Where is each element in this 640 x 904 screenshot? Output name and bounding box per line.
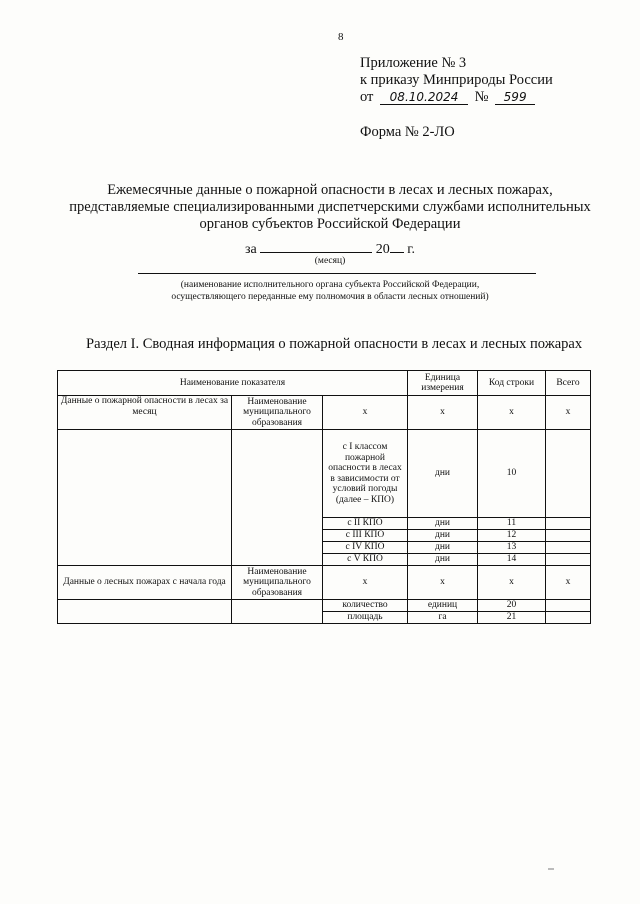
title-line1: Ежемесячные данные о пожарной опасности в лесах и лесных пожарах, [107,182,553,198]
page-number: 8 [338,31,344,43]
kpo-code: 11 [478,518,546,530]
report-table [57,370,591,624]
appendix-block [360,55,553,106]
appendix-line2: к приказу Минприроды России [360,72,553,88]
fire-unit: га [408,611,478,623]
header-row-code: Код строки [478,371,546,396]
document-title [60,182,600,233]
empty-cell [546,542,591,554]
year-suffix: г. [407,242,415,257]
empty-cell [546,430,591,518]
block2-label: Данные о лесных пожарах с начала года [58,566,232,600]
scan-artifact [548,868,554,870]
cell-x: х [408,566,478,600]
block1-municipality: Наименование муниципального образования [232,396,323,430]
kpo-name: с III КПО [323,530,408,542]
kpo-code: 10 [478,430,546,518]
org-name-line [138,273,536,274]
number-prefix: № [474,89,489,105]
empty-cell [546,530,591,542]
org-caption-line2: осуществляющего переданные ему полномочия в области лесных отношений) [171,292,489,302]
kpo-unit: дни [408,518,478,530]
header-unit: Единица измерения [408,371,478,396]
header-total: Всего [546,371,591,396]
fire-name: площадь [323,611,408,623]
org-caption [60,279,600,303]
empty-cell [232,430,323,566]
table-row [58,566,591,600]
handwritten-number: 599 [495,90,535,105]
block2-municipality: Наименование муниципального образования [232,566,323,600]
kpo-code: 12 [478,530,546,542]
kpo-unit: дни [408,542,478,554]
year-blank [390,240,404,253]
kpo-name: с II КПО [323,518,408,530]
empty-cell [232,600,323,624]
month-blank [260,240,372,253]
table-header-row [58,371,591,396]
appendix-date-line [360,89,553,106]
period-prefix: за [245,242,257,257]
cell-x: х [408,396,478,430]
form-number: Форма № 2-ЛО [360,124,455,140]
appendix-line1: Приложение № 3 [360,55,467,71]
kpo-unit: дни [408,530,478,542]
kpo-unit: дни [408,430,478,518]
handwritten-date: 08.10.2024 [380,90,468,105]
empty-cell [546,600,591,612]
cell-x: х [478,566,546,600]
header-indicator: Наименование показателя [58,371,408,396]
empty-cell [546,554,591,566]
empty-cell [58,600,232,624]
fire-code: 21 [478,611,546,623]
fire-code: 20 [478,600,546,612]
cell-x: х [323,566,408,600]
cell-x: х [478,396,546,430]
table-row [58,600,591,612]
fire-unit: единиц [408,600,478,612]
org-caption-line1: (наименование исполнительного органа субъекта Российской Федерации, [180,280,480,290]
kpo-unit: дни [408,554,478,566]
kpo-code: 14 [478,554,546,566]
date-prefix: от [360,89,374,105]
section-title: Раздел I. Сводная информация о пожарной опасности в лесах и лесных пожарах [86,336,583,352]
kpo-name: с I классом пожарной опасности в лесах в зависимости от условий погоды (далее – КПО) [323,430,408,518]
year-prefix: 20 [375,242,390,257]
kpo-name: с IV КПО [323,542,408,554]
month-caption: (месяц) [314,256,346,266]
fire-name: количество [323,600,408,612]
cell-x: х [546,566,591,600]
kpo-code: 13 [478,542,546,554]
empty-cell [546,611,591,623]
cell-x: х [546,396,591,430]
table-row [58,430,591,518]
block1-label: Данные о пожарной опасности в лесах за месяц [58,396,232,430]
cell-x: х [323,396,408,430]
title-line3: органов субъектов Российской Федерации [199,216,461,232]
kpo-name: с V КПО [323,554,408,566]
empty-cell [58,430,232,566]
table-row [58,396,591,430]
empty-cell [546,518,591,530]
title-line2: представляемые специализированными диспетчерскими службами исполнительных [69,199,591,215]
